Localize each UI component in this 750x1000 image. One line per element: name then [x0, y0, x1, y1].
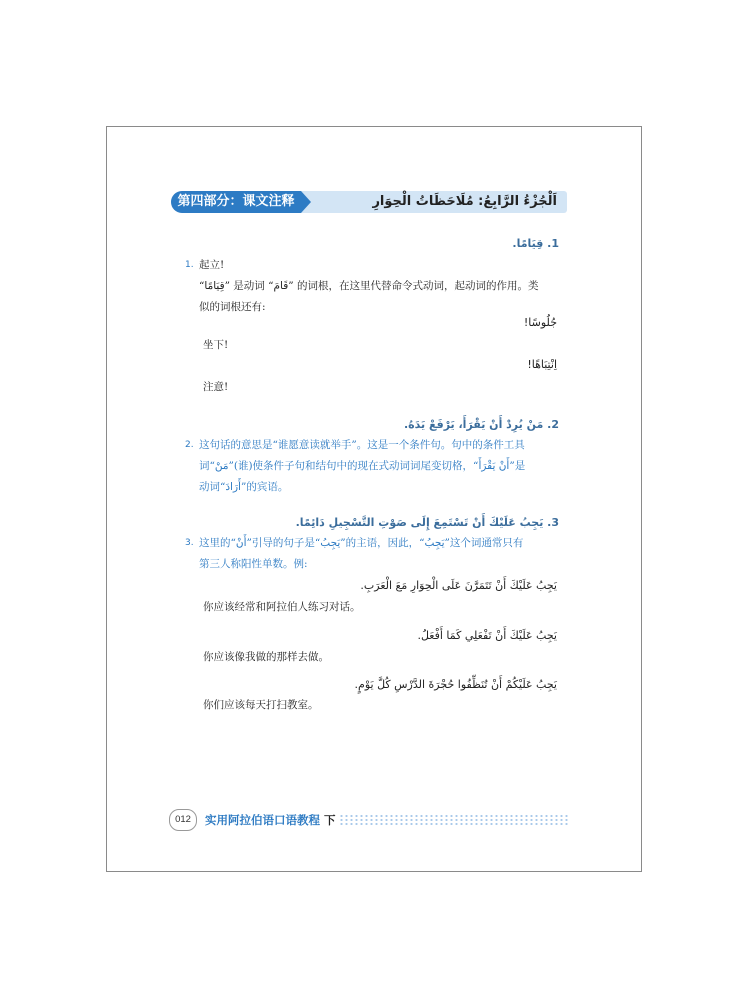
note-3-example-2-cn: 你应该像我做的那样去做。 — [203, 651, 329, 663]
note-3-example-3-ar: يَجِبُ عَلَيْكُمْ أَنْ تُنَظِّفُوا حُجْرَةَ الدَّرْسِ كُلَّ يَوْمٍ. — [354, 678, 557, 691]
section-header-cn: 第四部分：课文注释 — [171, 191, 301, 213]
note-1-example-1-ar: جُلُوسًا! — [523, 316, 557, 329]
book-page — [106, 126, 642, 872]
note-3-example-1-ar: يَجِبُ عَلَيْكَ أَنْ تَتَمَرَّنَ عَلَى الْحِوَارِ مَعَ الْعَرَبِ. — [360, 579, 557, 592]
note-1-number: 1. — [185, 260, 194, 270]
note-3-example-1-cn: 你应该经常和阿拉伯人练习对话。 — [203, 601, 361, 613]
page-number: 012 — [169, 809, 197, 831]
book-title — [205, 809, 336, 831]
note-2-body — [185, 435, 555, 498]
note-3-arabic-heading: 3. يَجِبُ عَلَيْكَ أَنْ تَسْتَمِعَ إِلَى صَوْتِ التَّسْجِيلِ دَائِمًا. — [295, 516, 559, 529]
decorative-dots — [339, 814, 569, 826]
note-1-example-2-cn: 注意! — [203, 381, 229, 393]
note-2-line-3: 动词“أَرَادَ”的宾语。 — [199, 481, 289, 493]
note-2-line-1: 这句话的意思是“谁愿意读就举手”。这是一个条件句。句中的条件工具 — [199, 439, 525, 451]
note-1-line-2: “قِيَامًا” 是动词 “قَامَ” 的词根，在这里代替命令式动词，起动词的作用。类 — [199, 280, 539, 292]
note-3-body — [185, 533, 555, 575]
note-2-number: 2. — [185, 440, 194, 450]
section-header-ar: اَلْجُزْءُ الرَّابِعُ: مُلَاحَظَاتُ الْحِوَارِ — [372, 194, 557, 209]
note-3-line-1: 这里的“أَنْ”引导的句子是“يَجِبُ”的主语，因此，“يَجِبُ”这个词通常只有 — [199, 537, 524, 549]
note-3-number: 3. — [185, 538, 194, 548]
book-title-text: 实用阿拉伯语口语教程 — [205, 813, 320, 827]
note-3-example-3-cn: 你们应该每天打扫教室。 — [203, 699, 319, 711]
note-2-arabic-heading: 2. مَنْ يُرِدْ أَنْ يَقْرَأَ، يَرْفَعْ يَدَهُ. — [404, 418, 559, 431]
page-footer — [169, 809, 569, 831]
book-volume: 下 — [324, 813, 336, 827]
note-1-body — [185, 255, 555, 318]
note-1-line-1: 起立! — [199, 259, 225, 271]
note-2-line-2: 词“مَنْ”(谁)使条件子句和结句中的现在式动词词尾变切格，“أَنْ يَقْرَأَ”是 — [199, 460, 526, 472]
note-1-example-1-cn: 坐下! — [203, 339, 229, 351]
note-1-line-3: 似的词根还有: — [199, 301, 266, 313]
note-1-arabic-heading: 1. قِيَامًا. — [512, 237, 559, 250]
note-3-line-2: 第三人称阳性单数。例: — [199, 558, 308, 570]
section-header — [171, 191, 567, 213]
note-3-example-2-ar: يَجِبُ عَلَيْكَ أَنْ تَفْعَلِي كَمَا أَفْعَلُ. — [417, 629, 557, 642]
note-1-example-2-ar: اِنْتِبَاهًا! — [527, 358, 557, 371]
